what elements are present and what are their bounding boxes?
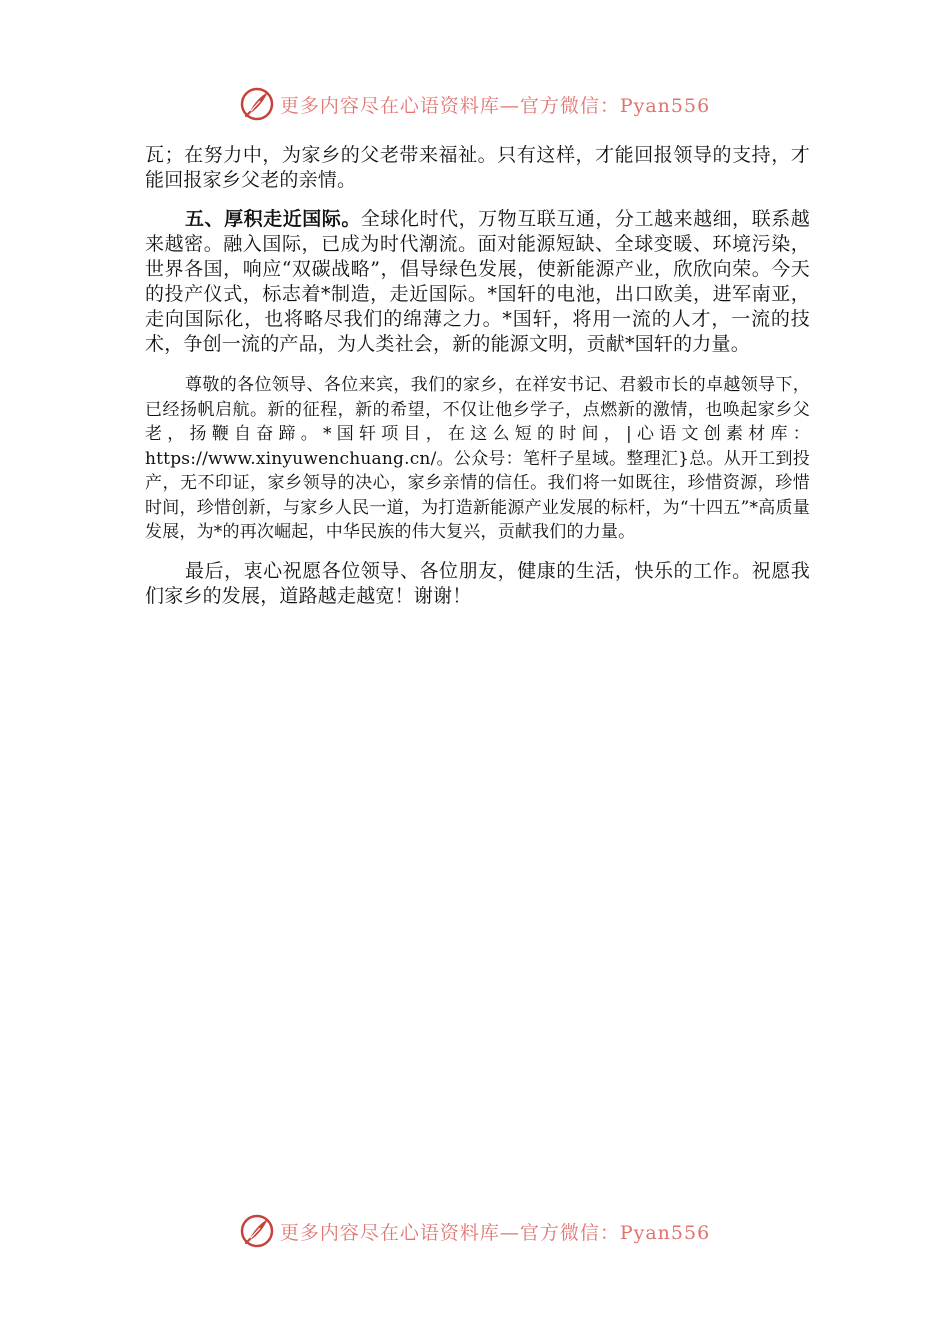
header-banner xyxy=(0,84,950,124)
footer-banner-inner xyxy=(240,1214,710,1248)
header-banner-text: 更多内容尽在心语资料库—官方微信：Pyan556 xyxy=(279,94,711,117)
footer-banner xyxy=(0,1211,950,1251)
header-banner-inner xyxy=(240,87,710,121)
paragraph-4: 最后，衷心祝愿各位领导、各位朋友，健康的生活，快乐的工作。祝愿我们家乡的发展，道路越走越宽！谢谢！ xyxy=(145,559,810,607)
feather-pen-logo-icon xyxy=(240,1214,274,1248)
footer-banner-text: 更多内容尽在心语资料库—官方微信：Pyan556 xyxy=(279,1221,711,1244)
feather-pen-logo-icon xyxy=(240,87,274,121)
paragraph-2-text: 全球化时代，万物互联互通，分工越来越细，联系越来越密。融入国际，已成为时代潮流。面对能源短缺、全球变暖、环境污染，世界各国，响应“双碳战略”，倡导绿色发展，使新能源产业，欣欣向荣。今天的投产仪式，标志着*制造，走近国际。*国轩的电池，出口欧美，进军南亚，走向国际化，也将略尽我们的绵薄之力。*国轩，将用一流的人才，一流的技术，争创一流的产品，为人类社会，新的能源文明，贡献*国轩的力量。 xyxy=(145,208,810,355)
paragraph-3: 尊敬的各位领导、各位来宾，我们的家乡，在祥安书记、君毅市长的卓越领导下，已经扬帆启航。新的征程，新的希望，不仅让他乡学子，点燃新的激情，也唤起家乡父老，扬鞭自奋蹄。*国轩项目，在这么短的时间，|心语文创素材库：https://www.xinyuwenchuang.cn/。公众号：笔杆子星域。整理汇}总。从开工到投产，无不印证，家乡领导的决心，家乡亲情的信任。我们将一如既往，珍惜资源，珍惜时间，珍惜创新，与家乡人民一道，为打造新能源产业发展的标杆，为“十四五”*高质量发展，为*的再次崛起，中华民族的伟大复兴，贡献我们的力量。 xyxy=(145,375,810,542)
paragraph-1: 瓦；在努力中，为家乡的父老带来福祉。只有这样，才能回报领导的支持，才能回报家乡父老的亲情。 xyxy=(145,144,810,191)
section-heading: 五、厚积走近国际。 xyxy=(185,208,361,230)
document-body xyxy=(145,143,810,609)
paragraph-2 xyxy=(145,207,810,357)
